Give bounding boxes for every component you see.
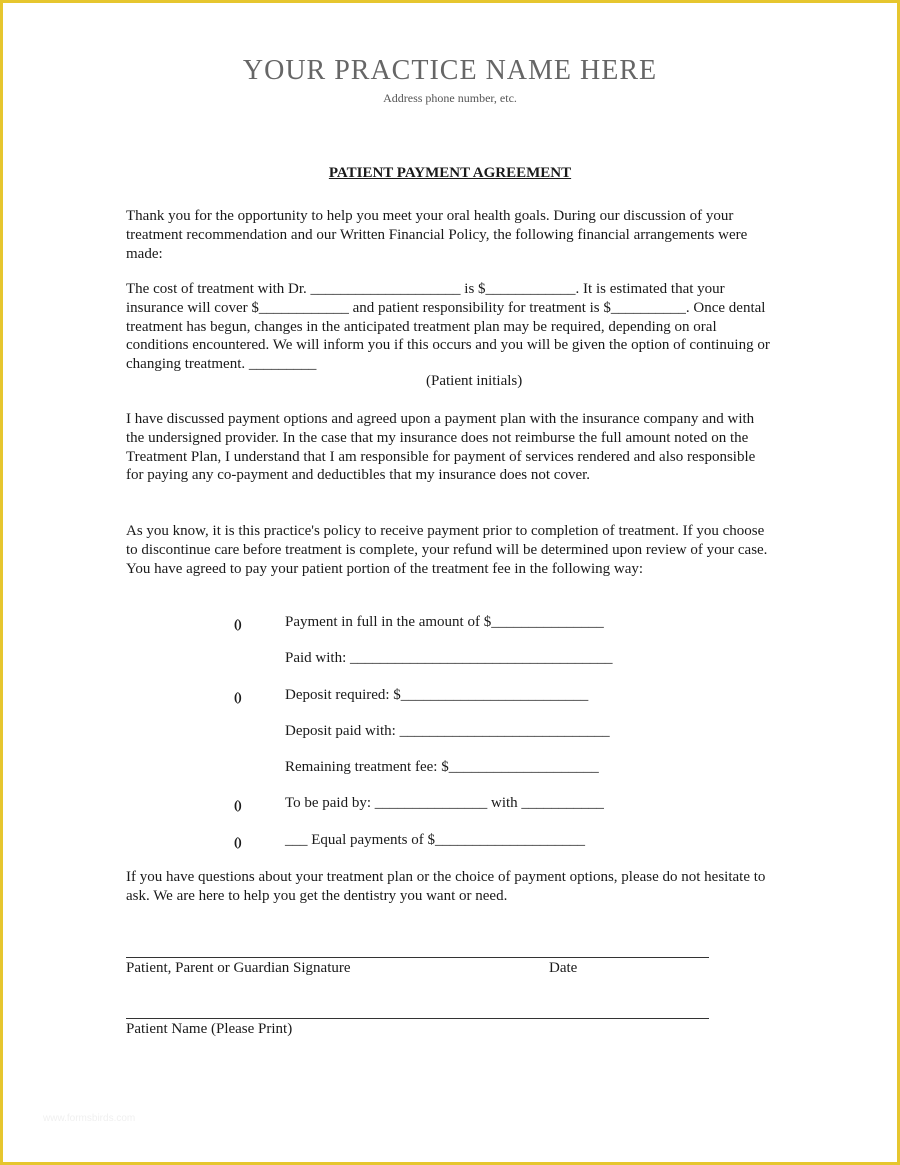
to-be-paid-radio[interactable]: () (234, 797, 241, 812)
document-title: PATIENT PAYMENT AGREEMENT (328, 165, 572, 181)
remaining-fee-field[interactable]: Remaining treatment fee: $____________________ (285, 759, 599, 775)
watermark: www.formsbirds.com (43, 1113, 136, 1124)
intro-paragraph: Thank you for the opportunity to help you meet your oral health goals. During our discussion of your treatment recommendation and our Written Financial Policy, the following financial arrangements were made: (126, 208, 748, 262)
full-payment-radio[interactable]: () (234, 616, 241, 631)
policy-paragraph: As you know, it is this practice's policy to receive payment prior to completion of treatment. If you choose to discontinue care before treatment is complete, your refund will be determined upon review of your case. You have agreed to pay your patient portion of the treatment fee in the following way: (126, 523, 768, 577)
patient-name-line[interactable] (126, 1018, 709, 1019)
paid-with-field[interactable]: Paid with: ___________________________________ (285, 650, 613, 666)
practice-name: YOUR PRACTICE NAME HERE (242, 55, 658, 86)
patient-name-label: Patient Name (Please Print) (126, 1021, 293, 1037)
signature-line[interactable] (126, 957, 709, 958)
to-be-paid-by-field[interactable]: To be paid by: _______________ with ___________ (285, 795, 604, 811)
date-label: Date (549, 960, 578, 976)
equal-payments-field[interactable]: ___ Equal payments of $____________________ (285, 832, 585, 848)
deposit-radio[interactable]: () (234, 689, 241, 704)
patient-initials-label: (Patient initials) (426, 373, 523, 389)
deposit-paid-with-field[interactable]: Deposit paid with: ____________________________ (285, 723, 610, 739)
discussion-paragraph: I have discussed payment options and agreed upon a payment plan with the insurance company and with the undersigned provider. In the case that my insurance does not reimburse the full amount noted on the Treatment Plan, I understand that I am responsible for payment of services rendered and also responsible for paying any co-payment and deductibles that my insurance does not cover. (126, 411, 756, 484)
cost-paragraph: The cost of treatment with Dr. ____________________ is $____________. It is estimated that your insurance will cover $____________ and patient responsibility for treatment is $__________. Once dental treatment has begun, changes in the anticipated treatment plan may be required, depending on oral conditions encountered. We will inform you if this occurs and you will be given the option of continuing or changing treatment. _________ (126, 281, 770, 373)
practice-address: Address phone number, etc. (383, 91, 517, 105)
signature-label: Patient, Parent or Guardian Signature (126, 960, 351, 976)
full-payment-option[interactable]: Payment in full in the amount of $_______________ (285, 614, 604, 630)
closing-paragraph: If you have questions about your treatment plan or the choice of payment options, please do not hesitate to ask. We are here to help you get the dentistry you want or need. (126, 869, 766, 904)
equal-payments-radio[interactable]: () (234, 834, 241, 849)
deposit-required-field[interactable]: Deposit required: $_________________________ (285, 687, 589, 703)
